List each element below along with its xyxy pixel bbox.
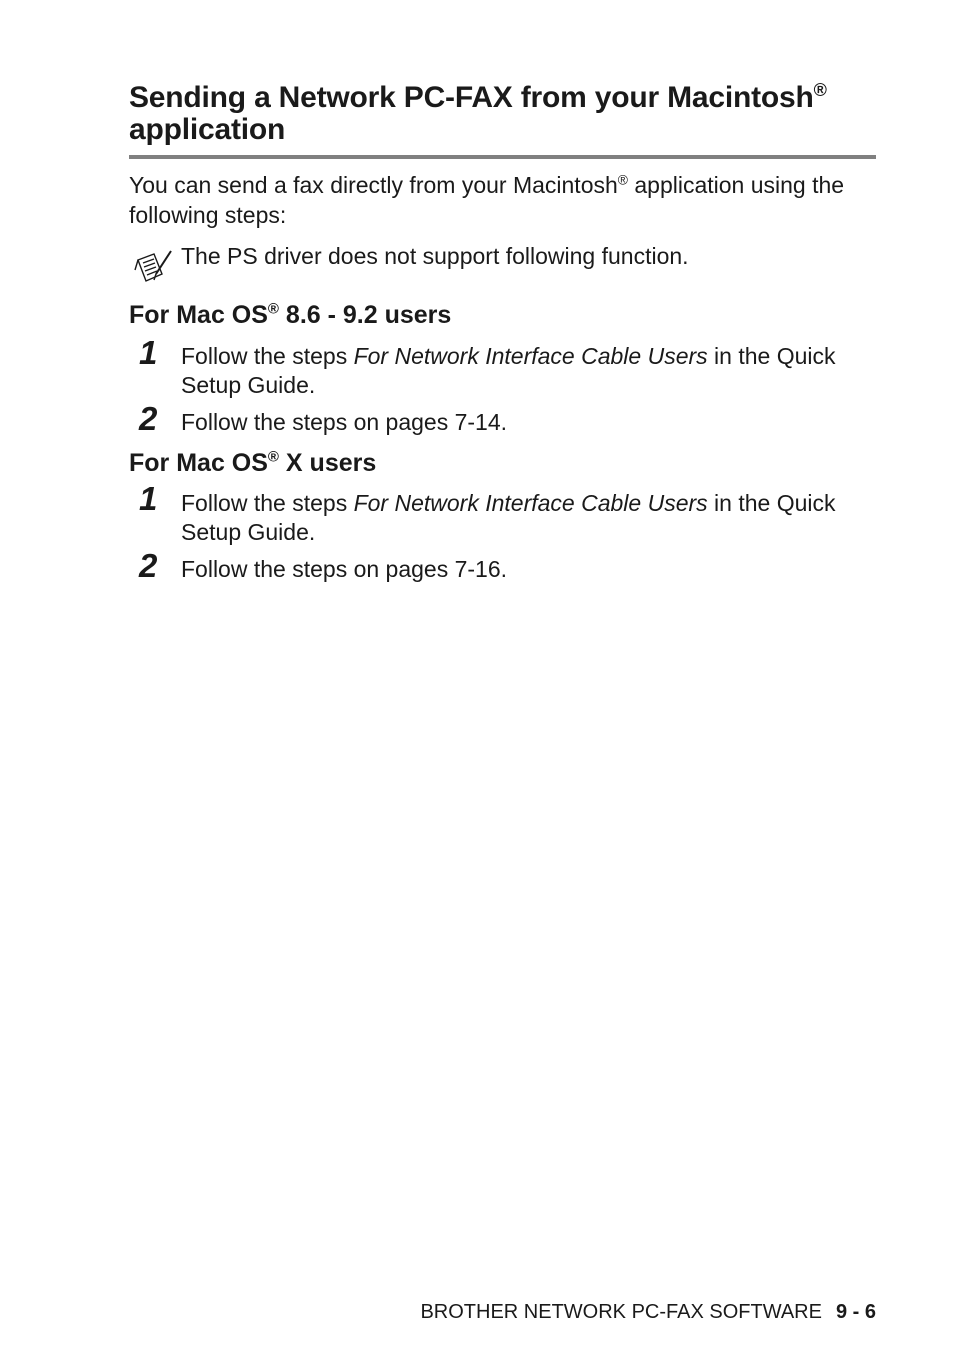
step-text: Follow the steps For Network Interface Cable Users in the Quick Setup Guide. (181, 343, 836, 398)
page-footer (420, 1299, 876, 1325)
step-text: Follow the steps on pages 7-14. (181, 409, 508, 435)
section-heading-mac-os-x: For Mac OS® X users (129, 448, 377, 477)
step-number: 2 (139, 400, 158, 437)
title-rule (129, 155, 876, 159)
footer-label: BROTHER NETWORK PC-FAX SOFTWARE (420, 1301, 822, 1323)
note-text: The PS driver does not support following function. (181, 243, 689, 269)
step-text: Follow the steps on pages 7-16. (181, 556, 508, 582)
step-number: 1 (139, 480, 158, 517)
section-heading-mac-os-8-9: For Mac OS® 8.6 - 9.2 users (129, 300, 452, 329)
step-text: Follow the steps For Network Interface Cable Users in the Quick Setup Guide. (181, 490, 836, 545)
note-pencil-icon (132, 248, 174, 284)
page-title: Sending a Network PC-FAX from your Macintosh® application (129, 80, 827, 146)
intro-paragraph: You can send a fax directly from your Macintosh® application using the following steps: (129, 172, 845, 228)
registered-mark: ® (813, 80, 827, 100)
step-number: 2 (139, 547, 158, 584)
step-number: 1 (139, 334, 158, 371)
page-number: 9 - 6 (835, 1301, 876, 1323)
